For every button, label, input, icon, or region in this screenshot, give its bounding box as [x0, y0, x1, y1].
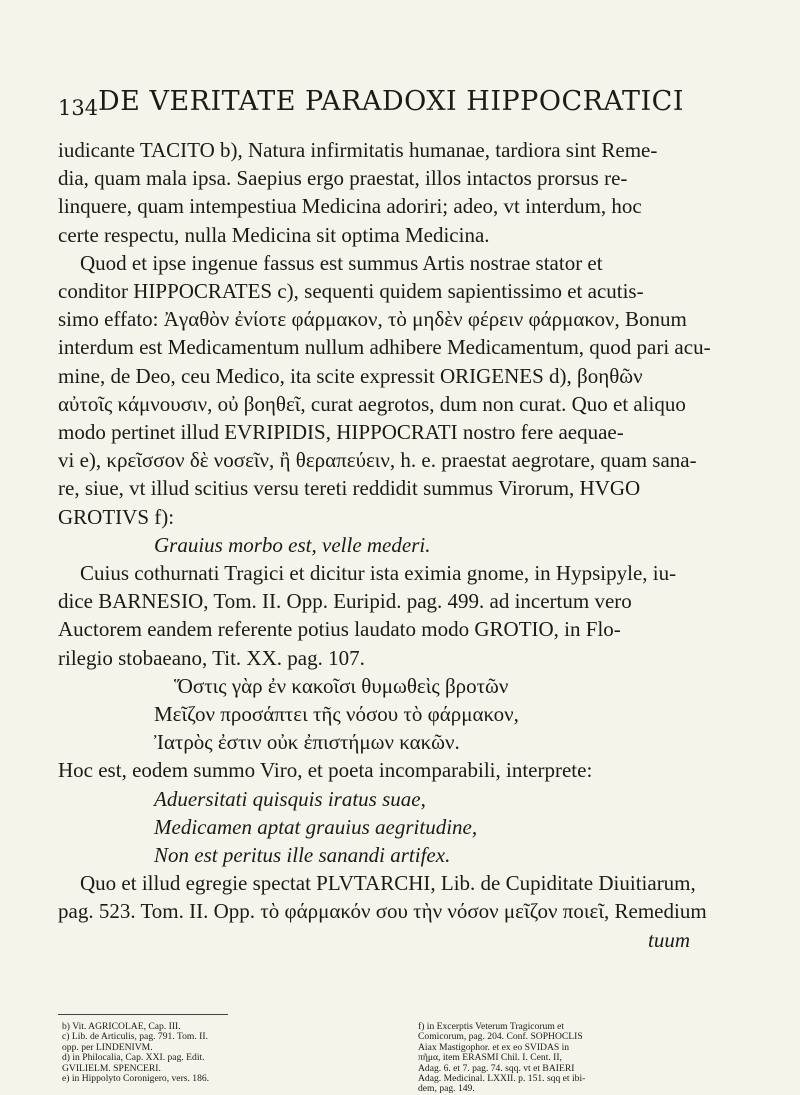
- greek-verse-line: Μεῖζον προσάπτει τῆς νόσου τὸ φάρμακον,: [154, 702, 519, 727]
- footnote-line: e) in Hippolyto Coronigero, vers. 186.: [62, 1074, 210, 1085]
- text-line: Quo et illud egregie spectat PLVTARCHI, Lib. de Cupiditate Diuitiarum,: [80, 871, 696, 896]
- footnote-line: Adag. 6. et 7. pag. 74. sqq. vt et BAIERI: [418, 1063, 575, 1074]
- text-line: re, siue, vt illud scitius versu tereti reddidit summus Virorum, HVGO: [58, 476, 641, 501]
- text-line: pag. 523. Tom. II. Opp. τὸ φάρμακόν σου τὴν νόσον μεῖζον ποιεῖ, Remedium: [58, 899, 707, 924]
- running-head: DE VERITATE PARADOXI HIPPOCRATICI: [98, 86, 684, 117]
- page-number: 134: [58, 96, 99, 120]
- text-line: Cuius cothurnati Tragici et dicitur ista eximia gnome, in Hypsipyle, iu-: [80, 561, 677, 586]
- text-line: αὐτοῖς κάμνουσιν, οὐ βοηθεῖ, curat aegrotos, dum non curat. Quo et aliquo: [58, 391, 686, 416]
- footnote-rule: [58, 1014, 228, 1015]
- text-line: vi e), κρεῖσσον δὲ νοσεῖν, ἢ θεραπεύειν, h. e. praestat aegrotare, quam sana-: [58, 448, 697, 473]
- greek-verse-line: Ὅστις γὰρ ἐν κακοῖσι θυμωθεὶς βροτῶν: [174, 673, 509, 698]
- text-line: dia, quam mala ipsa. Saepius ergo praestat, illos intactos prorsus re-: [58, 166, 628, 191]
- text-line: dice BARNESIO, Tom. II. Opp. Euripid. pag. 499. ad incertum vero: [58, 589, 632, 614]
- footnote-line: Comicorum, pag. 204. Conf. SOPHOCLIS: [418, 1032, 583, 1043]
- footnote-line: Aiax Mastigophor. et ex eo SVIDAS in: [418, 1042, 570, 1053]
- text-line: linquere, quam intempestiua Medicina adoriri; adeo, vt interdum, hoc: [58, 194, 642, 219]
- footnote-line: opp. per LINDENIVM.: [62, 1042, 153, 1053]
- footnote-line: GVILIELM. SPENCERI.: [62, 1063, 161, 1074]
- text-line: Auctorem eandem referente potius laudato modo GROTIO, in Flo-: [58, 617, 621, 642]
- text-line: certe respectu, nulla Medicina sit optima Medicina.: [58, 222, 490, 247]
- text-line: GROTIVS f):: [58, 504, 175, 529]
- text-line: simo effato: Ἀγαθὸν ἐνίοτε φάρμακον, τὸ μηδὲν φέρειν φάρμακον, Bonum: [58, 307, 687, 332]
- text-line: iudicante TACITO b), Natura infirmitatis humanae, tardiora sint Reme-: [58, 138, 658, 162]
- catchword: tuum: [648, 927, 690, 952]
- footnote-line: dem, pag. 149.: [418, 1084, 475, 1095]
- footnote-line: πῆμα, item ERASMI Chil. I. Cent. II,: [418, 1053, 562, 1064]
- footnotes-left-column: [62, 1022, 392, 1084]
- footnotes-right-column: [418, 1022, 748, 1095]
- verse-line: Grauius morbo est, velle mederi.: [154, 532, 431, 557]
- text-line: interdum est Medicamentum nullum adhibere Medicamentum, quod pari acu-: [58, 335, 711, 360]
- verse-line: Aduersitati quisquis iratus suae,: [154, 786, 426, 811]
- text-line: mine, de Deo, ceu Medico, ita scite expressit ORIGENES d), βοηθῶν: [58, 363, 643, 388]
- text-line: rilegio stobaeano, Tit. XX. pag. 107.: [58, 645, 365, 670]
- footnote-line: b) Vit. AGRICOLAE, Cap. III.: [62, 1022, 181, 1032]
- footnote-line: d) in Philocalia, Cap. XXI. pag. Edit.: [62, 1053, 205, 1064]
- text-line: modo pertinet illud EVRIPIDIS, HIPPOCRATI nostro fere aequae-: [58, 420, 624, 445]
- text-line: Hoc est, eodem summo Viro, et poeta incomparabili, interprete:: [58, 758, 593, 783]
- footnote-line: c) Lib. de Articulis, pag. 791. Tom. II.: [62, 1032, 208, 1043]
- page-header: [58, 86, 748, 122]
- footnote-line: f) in Excerptis Veterum Tragicorum et: [418, 1022, 565, 1032]
- footnote-line: Adag. Medicinal. LXXII. p. 151. sqq et ibi-: [418, 1074, 586, 1085]
- greek-verse-line: Ἰατρὸς ἐστιν οὐκ ἐπιστήμων κακῶν.: [154, 730, 460, 755]
- verse-line: Medicamen aptat grauius aegritudine,: [154, 814, 478, 839]
- main-text: [58, 136, 750, 954]
- text-line: Quod et ipse ingenue fassus est summus Artis nostrae stator et: [80, 250, 603, 275]
- text-line: conditor HIPPOCRATES c), sequenti quidem sapientissimo et acutis-: [58, 279, 644, 304]
- verse-line: Non est peritus ille sanandi artifex.: [154, 843, 451, 868]
